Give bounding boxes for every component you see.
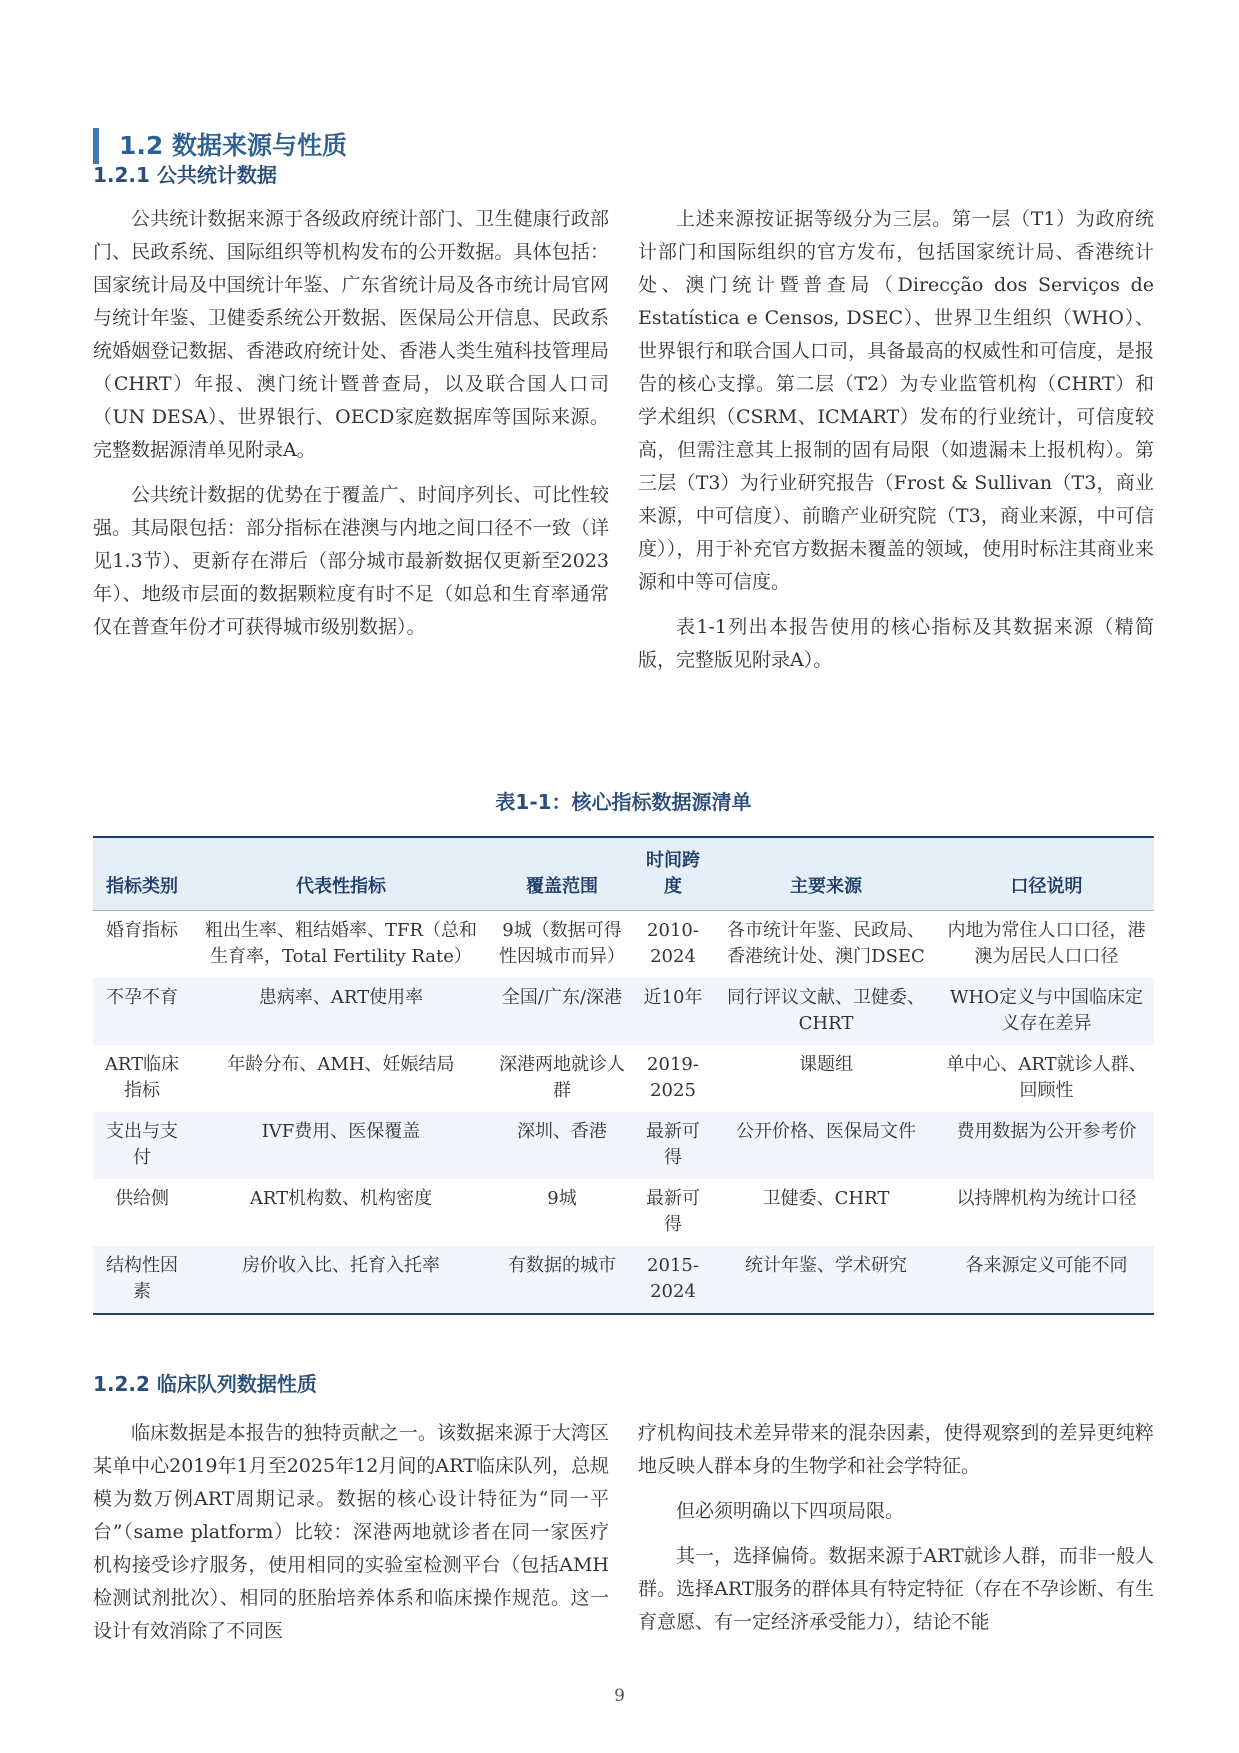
table-cell: 费用数据为公开参考价 [939, 1112, 1154, 1179]
paragraph: 公共统计数据来源于各级政府统计部门、卫生健康行政部门、民政系统、国际组织等机构发布的公开数据。具体包括：国家统计局及中国统计年鉴、广东省统计局及各市统计局官网与统计年鉴、卫健委系统公开数据、医保局公开信息、民政系统婚姻登记数据、香港政府统计处、香港人类生殖科技管理局（CHRT）年报、澳门统计暨普查局，以及联合国人口司（UN DESA）、世界银行、OECD家庭数据库等国际来源。完整数据源清单见附录A。 [93, 208, 609, 461]
table-cell: 患病率、ART使用率 [191, 978, 491, 1045]
table-cell: 课题组 [799, 1054, 853, 1075]
table-row [93, 1112, 1154, 1179]
table-row [93, 1045, 1154, 1112]
table-cell: WHO定义与中国临床定义存在差异 [939, 978, 1154, 1045]
table-cell: 各来源定义可能不同 [939, 1246, 1154, 1314]
table-cell: 2015-2024 [633, 1246, 713, 1314]
column-header: 主要来源 [713, 837, 939, 911]
sub1-right-column [638, 203, 1154, 689]
table-row [93, 911, 1154, 979]
table-cell: 房价收入比、托育入托率 [191, 1246, 491, 1314]
column-header: 代表性指标 [191, 837, 491, 911]
paragraph: 公共统计数据的优势在于覆盖广、时间序列长、可比性较强。其局限包括：部分指标在港澳与内地之间口径不一致（详见1.3节）、更新存在滞后（部分城市最新数据仅更新至2023年）、地级市层面的数据颗粒度有时不足（如总和生育率通常仅在普查年份才可获得城市级别数据）。 [93, 484, 609, 638]
section-title: 1.2 数据来源与性质 [93, 128, 347, 164]
table-cell: 全国/广东/深港 [491, 978, 633, 1045]
table-cell: 2010-2024 [647, 920, 699, 967]
paragraph: 但必须明确以下四项局限。 [676, 1500, 905, 1522]
table-cell: 婚育指标 [106, 920, 178, 941]
table-cell: 单中心、ART就诊人群、回顾性 [946, 1054, 1147, 1101]
table-row [93, 1179, 1154, 1246]
table-cell: 卫健委、CHRT [762, 1188, 890, 1209]
table-cell: 年龄分布、AMH、妊娠结局 [227, 1054, 455, 1075]
table-cell: ART机构数、机构密度 [249, 1188, 433, 1209]
table-cell: 近10年 [633, 978, 713, 1045]
table-cell: 9城 [547, 1188, 577, 1209]
sub2-left-column [93, 1417, 609, 1660]
sub2-right-column [638, 1417, 1154, 1651]
subsection-title-public-data: 1.2.1 公共统计数据 [93, 163, 277, 187]
table-cell: 供给侧 [115, 1188, 169, 1209]
table-row [93, 1246, 1154, 1314]
table-cell: 深港两地就诊人群 [499, 1054, 625, 1101]
table-cell: ART临床指标 [104, 1054, 180, 1101]
page-number: 9 [614, 1686, 625, 1706]
table-cell: 统计年鉴、学术研究 [713, 1246, 939, 1314]
table-cell: 粗出生率、粗结婚率、TFR（总和生育率，Total Fertility Rate） [204, 920, 478, 967]
table-cell: 同行评议文献、卫健委、CHRT [713, 978, 939, 1045]
paragraph: 疗机构间技术差异带来的混杂因素，使得观察到的差异更纯粹地反映人群本身的生物学和社会学特征。 [638, 1422, 1154, 1477]
table-cell: 9城（数据可得性因城市而异） [499, 920, 625, 967]
table-header-row [93, 837, 1154, 911]
column-header: 口径说明 [939, 837, 1154, 911]
table-cell: 支出与支付 [93, 1112, 191, 1179]
paragraph: 其一，选择偏倚。数据来源于ART就诊人群，而非一般人群。选择ART服务的群体具有特定特征（存在不孕诊断、有生育意愿、有一定经济承受能力），结论不能 [638, 1545, 1154, 1633]
table-cell: 不孕不育 [93, 978, 191, 1045]
column-header: 指标类别 [93, 837, 191, 911]
table-row [93, 978, 1154, 1045]
table-cell: 各市统计年鉴、民政局、香港统计处、澳门DSEC [727, 920, 925, 967]
table-cell: 最新可得 [633, 1112, 713, 1179]
table-cell: 有数据的城市 [491, 1246, 633, 1314]
column-header: 覆盖范围 [491, 837, 633, 911]
table-cell: IVF费用、医保覆盖 [191, 1112, 491, 1179]
table-cell: 结构性因素 [93, 1246, 191, 1314]
table-cell: 以持牌机构为统计口径 [956, 1188, 1137, 1209]
sub1-left-column [93, 203, 609, 656]
subsection-title-clinical-cohort: 1.2.2 临床队列数据性质 [93, 1372, 317, 1396]
paragraph: 表1-1列出本报告使用的核心指标及其数据来源（精简版，完整版见附录A）。 [638, 616, 1154, 671]
table-cell: 2019-2025 [647, 1054, 699, 1101]
table-caption: 表1-1：核心指标数据源清单 [495, 790, 752, 814]
table-cell: 深圳、香港 [491, 1112, 633, 1179]
paragraph: 上述来源按证据等级分为三层。第一层（T1）为政府统计部门和国际组织的官方发布，包括国家统计局、香港统计处、澳门统计暨普查局（Direcção dos Serviços de Estatística e Censos, DSEC）、世界卫生组织（WHO）、世界银行和联合国人口司，具备最高的权威性和可信度，是报告的核心支撑。第二层（T2）为专业监管机构（CHRT）和学术组织（CSRM、ICMART）发布的行业统计，可信度较高，但需注意其上报制的固有局限（如遗漏未上报机构）。第三层（T3）为行业研究报告（Frost & Sullivan（T3，商业来源，中可信度）、前瞻产业研究院（T3，商业来源，中可信度）），用于补充官方数据未覆盖的领域，使用时标注其商业来源和中等可信度。 [638, 208, 1154, 593]
paragraph: 临床数据是本报告的独特贡献之一。该数据来源于大湾区某单中心2019年1月至2025年12月间的ART临床队列，总规模为数万例ART周期记录。数据的核心设计特征为“同一平台”（same platform）比较：深港两地就诊者在同一家医疗机构接受诊疗服务，使用相同的实验室检测平台（包括AMH检测试剂批次）、相同的胚胎培养体系和临床操作规范。这一设计有效消除了不同医 [93, 1422, 609, 1642]
table-cell: 最新可得 [646, 1188, 700, 1235]
table-cell: 内地为常住人口口径，港澳为居民人口口径 [947, 920, 1146, 967]
table-cell: 公开价格、医保局文件 [713, 1112, 939, 1179]
column-header: 时间跨度 [633, 837, 713, 911]
data-source-table [93, 836, 1154, 1315]
